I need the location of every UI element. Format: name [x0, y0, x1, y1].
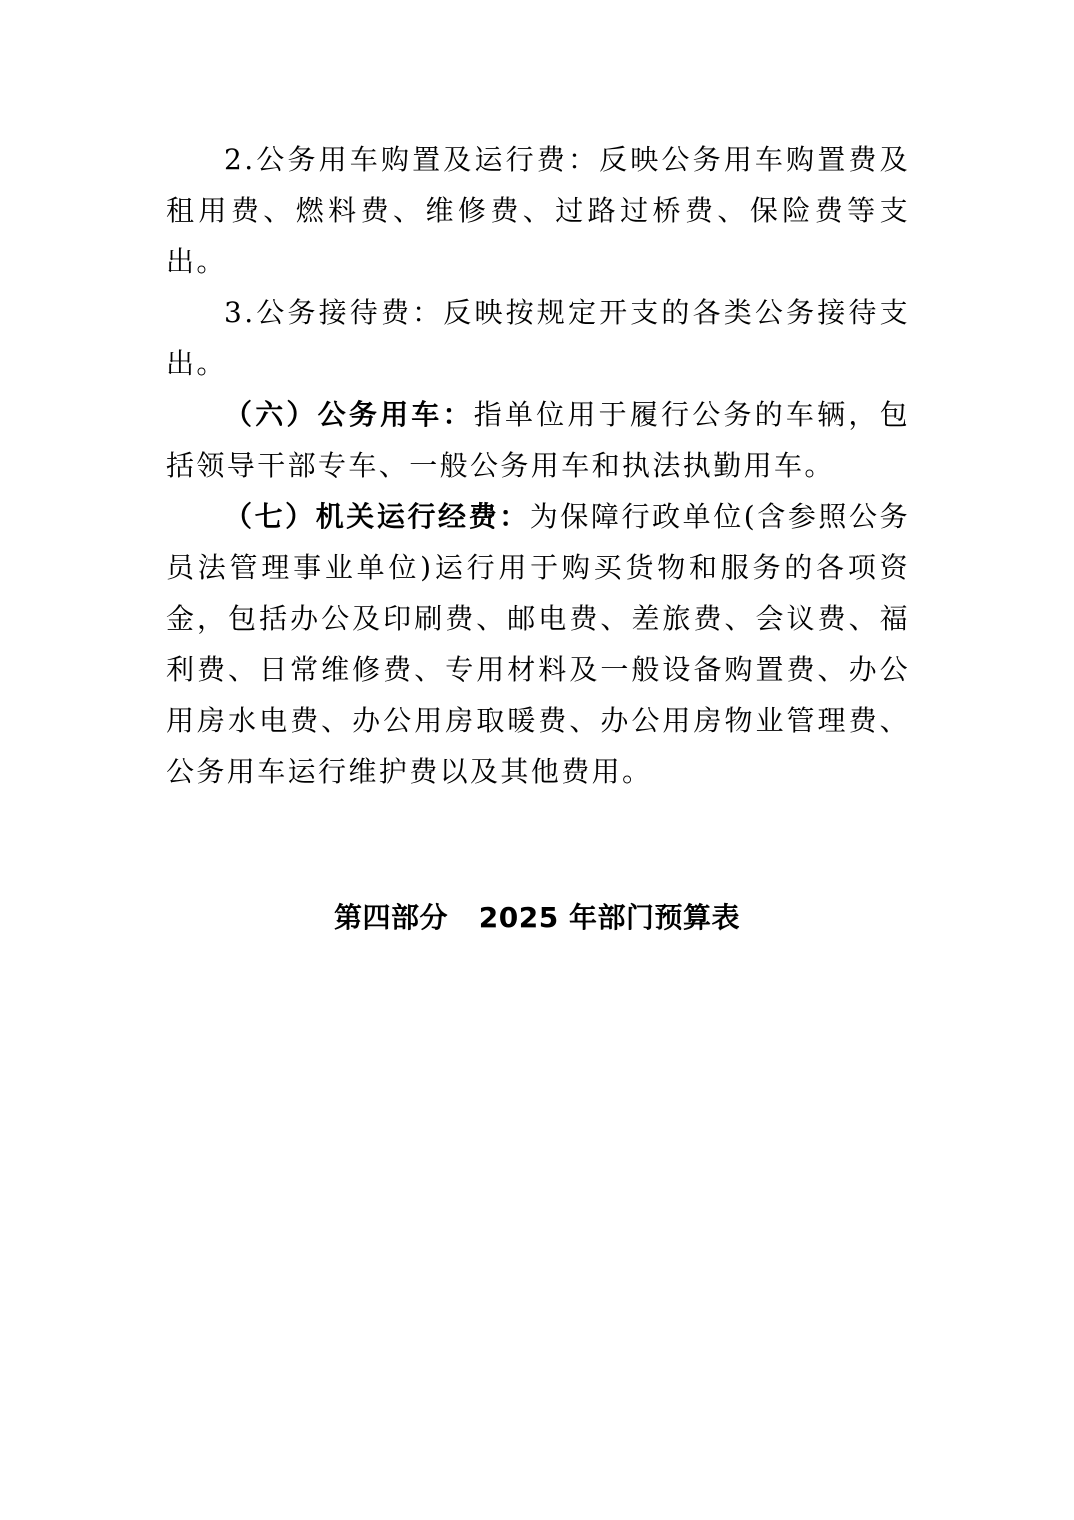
paragraph-operating-funds — [166, 491, 910, 797]
body-text — [166, 134, 910, 797]
section-heading: 第四部分 2025 年部门预算表 — [334, 901, 740, 934]
paragraph-body: 指单位用于履行公务的车辆，包括领导干部专车、一般公务用车和执法执勤用车。 — [166, 398, 910, 482]
paragraph-lead: （六）公务用车： — [224, 398, 474, 431]
paragraph-body: 2.公务用车购置及运行费：反映公务用车购置费及租用费、燃料费、维修费、过路过桥费、保险费等支出。 — [166, 143, 910, 278]
paragraph-vehicle-expense — [166, 134, 910, 287]
paragraph-official-vehicle — [166, 389, 910, 491]
paragraph-body: 3.公务接待费：反映按规定开支的各类公务接待支出。 — [166, 296, 910, 380]
paragraph-reception-expense — [166, 287, 910, 389]
paragraph-lead: （七）机关运行经费： — [224, 500, 530, 533]
paragraph-body: 为保障行政单位(含参照公务员法管理事业单位)运行用于购买货物和服务的各项资金，包括办公及印刷费、邮电费、差旅费、会议费、福利费、日常维修费、专用材料及一般设备购置费、办公用房水电费、办公用房取暖费、办公用房物业管理费、公务用车运行维护费以及其他费用。 — [166, 500, 910, 788]
